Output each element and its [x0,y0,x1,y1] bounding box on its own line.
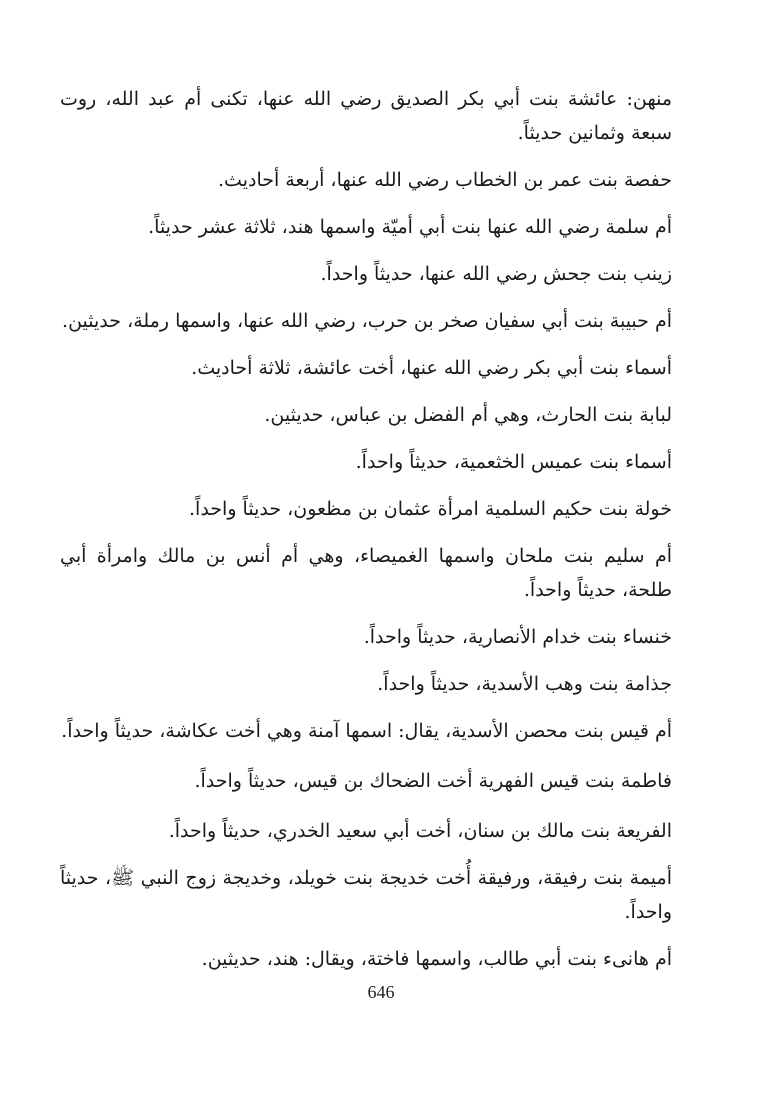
text-body [60,82,672,989]
paragraph-khawla: خولة بنت حكيم السلمية امرأة عثمان بن مظعون، حديثاً واحداً. [189,498,672,520]
paragraph-furay-a: الفريعة بنت مالك بن سنان، أخت أبي سعيد الخدري، حديثاً واحداً. [168,820,672,842]
paragraph-lubaba: لبابة بنت الحارث، وهي أم الفضل بن عباس، حديثين. [264,404,672,426]
paragraph-aisha: منهن: عائشة بنت أبي بكر الصديق رضي الله عنها، تكنى أم عبد الله، روت سبعة وثمانين حديثاً. [60,88,672,144]
paragraph-umm-salama: أم سلمة رضي الله عنها بنت أبي أميّة واسمها هند، ثلاثة عشر حديثاً. [148,216,672,238]
paragraph-umm-sulaym: أم سليم بنت ملحان واسمها الغميصاء، وهي أم أنس بن مالك وامرأة أبي طلحة، حديثاً واحداً. [60,545,672,601]
paragraph-judhama: جذامة بنت وهب الأسدية، حديثاً واحداً. [377,673,672,695]
paragraph-asma-bint-umays: أسماء بنت عميس الخثعمية، حديثاً واحداً. [355,451,672,473]
paragraph-umm-hani: أم هانىء بنت أبي طالب، واسمها فاختة، ويقال: هند، حديثين. [201,948,672,970]
paragraph-fatima-bint-qays: فاطمة بنت قيس الفهرية أخت الضحاك بن قيس، حديثاً واحداً. [194,770,672,792]
paragraph-asma-bint-abi-bakr: أسماء بنت أبي بكر رضي الله عنها، أخت عائشة، ثلاثة أحاديث. [191,357,672,379]
paragraph-zaynab: زينب بنت جحش رضي الله عنها، حديثاً واحداً. [320,263,672,285]
page-number: 646 [367,982,395,1002]
paragraph-umm-habiba: أم حبيبة بنت أبي سفيان صخر بن حرب، رضي الله عنها، واسمها رملة، حديثين. [62,310,672,332]
paragraph-umayma: أميمة بنت رفيقة، ورفيقة أُخت خديجة بنت خويلد، وخديجة زوج النبي ﷺ، حديثاً واحداً. [60,867,672,923]
paragraph-hafsa: حفصة بنت عمر بن الخطاب رضي الله عنها، أربعة أحاديث. [218,169,672,191]
paragraph-khansa: خنساء بنت خدام الأنصارية، حديثاً واحداً. [363,626,672,648]
paragraph-umm-qays: أم قيس بنت محصن الأسدية، يقال: اسمها آمنة وهي أخت عكاشة، حديثاً واحداً. [61,720,672,742]
